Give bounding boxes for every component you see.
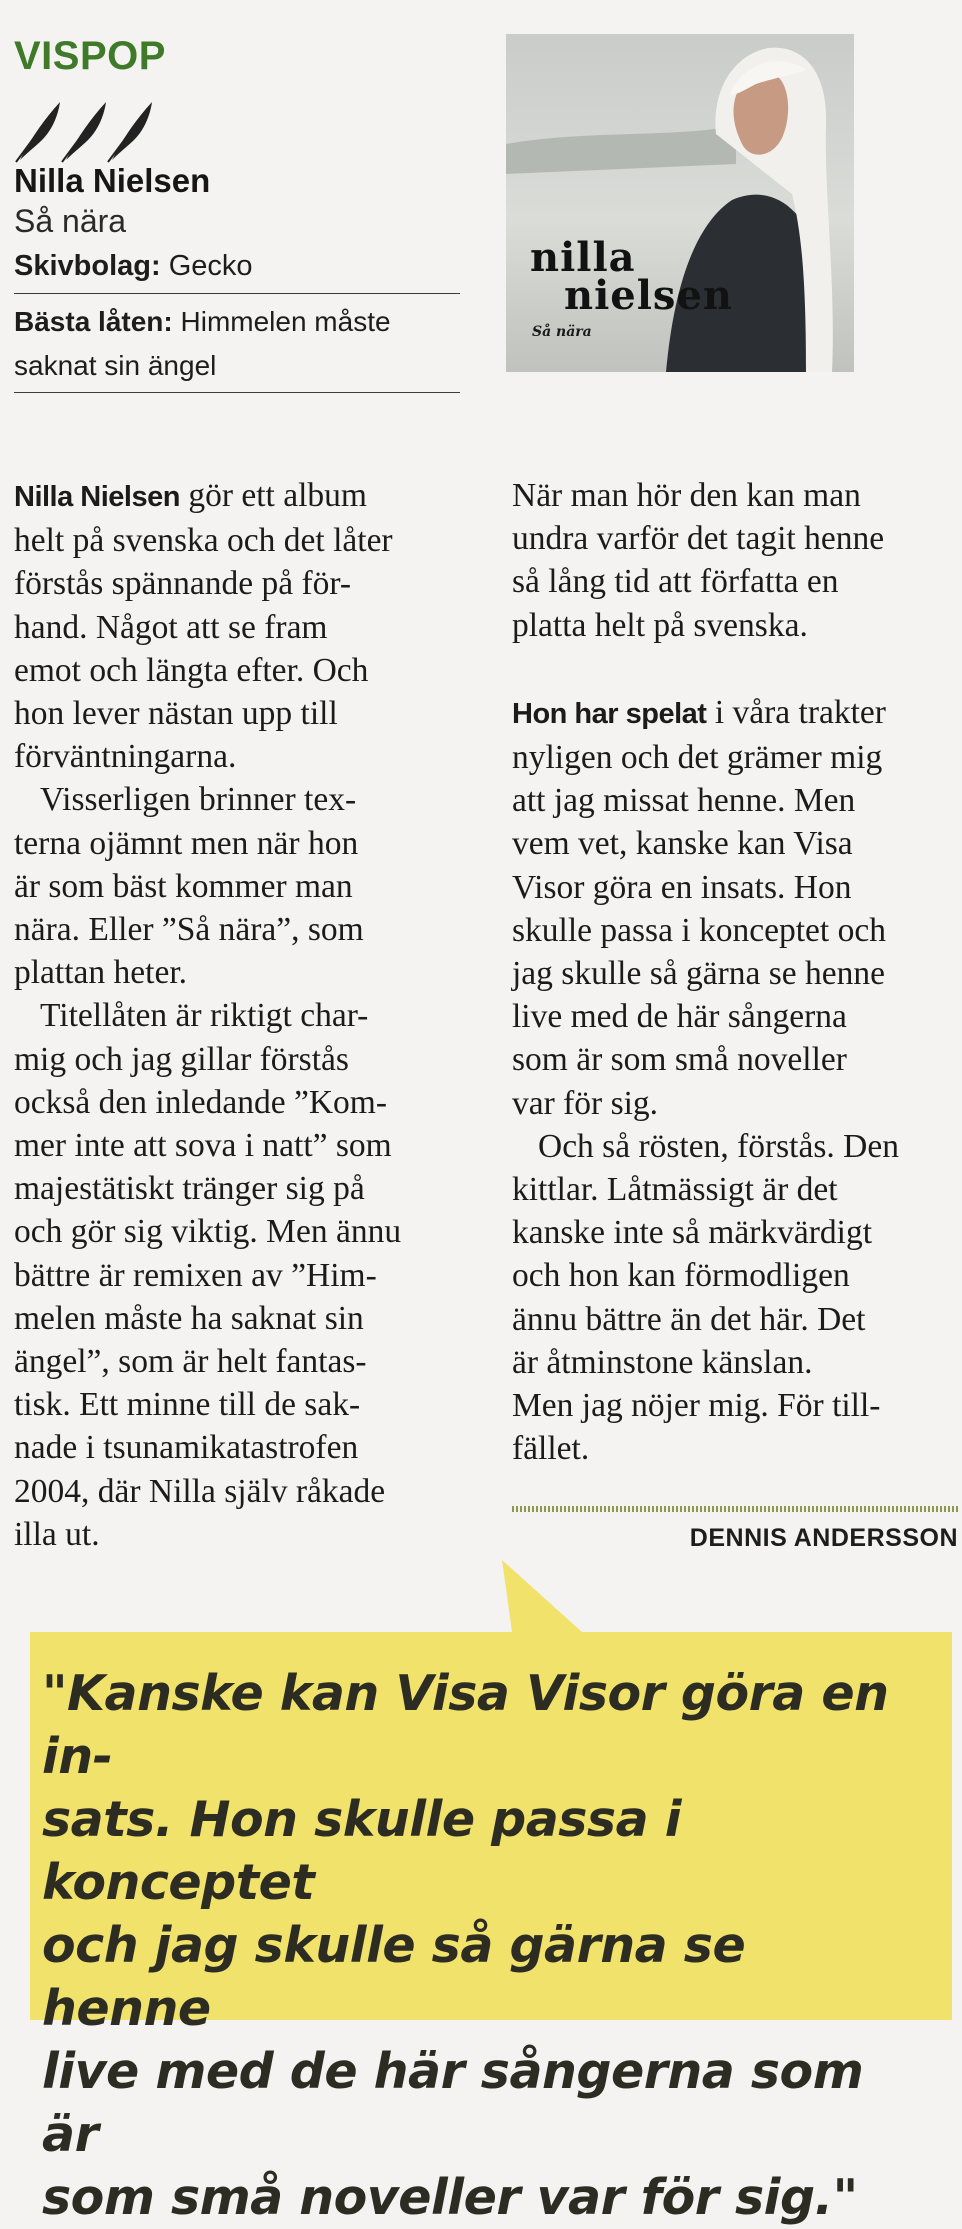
paragraph: När man hör den kan man undra varför det tagit henne så lång tid att författa en platta helt på svenska. [512, 477, 885, 644]
artist-name: Nilla Nielsen [14, 162, 211, 199]
cover-artist-line2: nielsen [564, 272, 733, 319]
author-byline: DENNIS ANDERSSON [689, 1524, 958, 1552]
paragraph-text: i våra trakter nyligen och det grämer mig att jag missat henne. Men vem vet, kanske kan Visa Visor göra en insats. Hon skulle passa i konceptet och jag skulle så gärna se henne live med de här sångerna som är som små noveller var för sig. [512, 693, 886, 1122]
best-song-value: Himmelen måste saknat sin ängel [14, 306, 391, 381]
paragraph: Titellåten är riktigt char- mig och jag gillar förstås också den inledande ”Kom- mer inte att sova i natt” som majestätiskt tränger sig på och gör sig viktig. Men ännu bättre är remixen av ”Him- melen måste ha saknat sin ängel”, som är helt fantas- tisk. Ett minne till de sak- nade i tsunamikatastrofen 2004, där Nilla själv råkade illa ut. [14, 997, 402, 1553]
record-label-key: Skivbolag: [14, 250, 161, 282]
album-cover [506, 34, 854, 372]
pull-quote-text: "Kanske kan Visa Visor göra en in- sats. Hon skulle passa i konceptet och jag skulle så gärna se henne live med de här sångerna som är som små noveller var för sig." [42, 1665, 889, 2226]
rating-feathers-icon [12, 82, 162, 164]
album-title: Så nära [14, 203, 127, 239]
paragraph: Och så rösten, förstås. Den kittlar. Låtmässigt är det kanske inte så märkvärdigt och hon kan förmodligen ännu bättre än det här. Det är åtminstone känslan. Men jag nöjer mig. För till- fället. [512, 1127, 899, 1468]
paragraph: Visserligen brinner tex- terna ojämnt men när hon är som bäst kommer man nära. Eller ”Så nära”, som plattan heter. [14, 781, 364, 992]
paragraph-lead: Hon har spelat [512, 697, 707, 730]
article-column-right [512, 474, 960, 1470]
paragraph-text: gör ett album helt på svenska och det låter förstås spännande på för- hand. Något att se fram emot och längta efter. Och hon lever nästan upp till förväntningarna. [14, 477, 393, 776]
paragraph [512, 691, 960, 1125]
cover-album-title: Så nära [532, 324, 592, 340]
cover-artist-line1: nilla [530, 234, 636, 281]
record-label-line [14, 250, 460, 294]
article-column-left [14, 474, 484, 1556]
paragraph-lead: Nilla Nielsen [14, 481, 180, 513]
signature-divider [512, 1506, 958, 1512]
best-song-key: Bästa låten: [14, 306, 173, 337]
album-cover-photo [506, 34, 854, 372]
best-song-line [14, 300, 460, 393]
genre-label: VISPOP [14, 34, 166, 78]
paragraph [14, 474, 484, 778]
record-label-value: Gecko [168, 250, 253, 282]
